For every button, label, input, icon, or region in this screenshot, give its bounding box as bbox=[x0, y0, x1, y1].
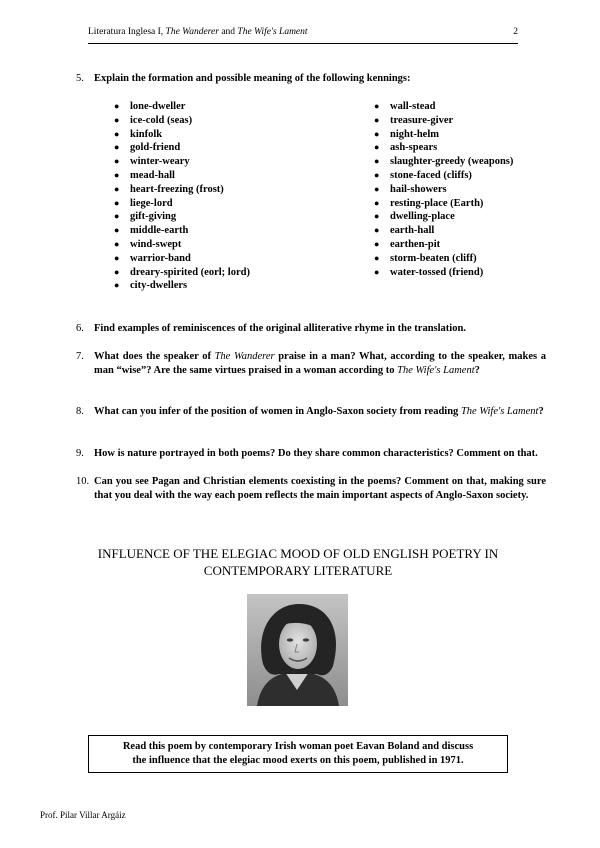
instruction-box bbox=[88, 735, 508, 773]
question-number: 7. bbox=[76, 351, 84, 362]
kenning-text: city-dwellers bbox=[130, 280, 188, 292]
header-rule bbox=[88, 43, 518, 44]
header-prefix: Literatura Inglesa I, bbox=[88, 27, 166, 37]
bullet-icon: ● bbox=[114, 280, 120, 291]
kenning-item bbox=[374, 210, 513, 224]
bullet-icon: ● bbox=[374, 156, 380, 167]
bullet-icon: ● bbox=[114, 211, 120, 222]
kenning-text: earth-hall bbox=[390, 225, 435, 237]
kenning-text: mead-hall bbox=[130, 169, 175, 181]
question-5 bbox=[76, 72, 546, 86]
kenning-item bbox=[374, 183, 513, 197]
question-10 bbox=[76, 475, 546, 502]
question-7 bbox=[76, 350, 546, 377]
kenning-item bbox=[114, 210, 250, 224]
question-text bbox=[94, 350, 546, 377]
kenning-text: winter-weary bbox=[130, 156, 190, 168]
bullet-icon: ● bbox=[374, 238, 380, 249]
bullet-icon: ● bbox=[374, 142, 380, 153]
kenning-item bbox=[374, 197, 513, 211]
question-6 bbox=[76, 322, 546, 336]
kenning-text: heart-freezing (frost) bbox=[130, 183, 224, 195]
kenning-text: liege-lord bbox=[130, 197, 173, 209]
kenning-text: earthen-pit bbox=[390, 238, 441, 250]
section-heading-line: CONTEMPORARY LITERATURE bbox=[203, 563, 393, 578]
question-text-part: ? bbox=[538, 406, 544, 417]
kenning-item bbox=[114, 183, 250, 197]
question-text-part: What does the speaker of bbox=[94, 351, 215, 362]
kenning-item bbox=[374, 224, 513, 238]
kenning-item bbox=[374, 266, 513, 280]
question-number: 5. bbox=[76, 73, 84, 84]
question-number: 8. bbox=[76, 406, 84, 417]
kenning-item bbox=[114, 252, 250, 266]
question-text: Explain the formation and possible meaning of the following kennings: bbox=[94, 73, 411, 84]
bullet-icon: ● bbox=[374, 211, 380, 222]
question-text: Find examples of reminiscences of the original alliterative rhyme in the translation. bbox=[94, 323, 466, 334]
kenning-item bbox=[114, 279, 250, 293]
kenning-item bbox=[374, 169, 513, 183]
kenning-item bbox=[374, 252, 513, 266]
kenning-item bbox=[114, 141, 250, 155]
kenning-text: gold-friend bbox=[130, 142, 181, 154]
bullet-icon: ● bbox=[374, 169, 380, 180]
bullet-icon: ● bbox=[114, 225, 120, 236]
instruction-line: Read this poem by contemporary Irish woman poet Eavan Boland and discuss bbox=[122, 741, 474, 752]
section-heading bbox=[88, 545, 508, 579]
question-8 bbox=[76, 405, 546, 419]
question-text-part: praise in a man? What, according to the speaker, makes a man “wise”? Are the same virtues praised in a woman according to bbox=[94, 351, 546, 376]
bullet-icon: ● bbox=[114, 114, 120, 125]
kenning-text: slaughter-greedy (weapons) bbox=[390, 156, 514, 168]
kenning-text: stone-faced (cliffs) bbox=[390, 169, 472, 181]
bullet-icon: ● bbox=[114, 252, 120, 263]
title-the-wifes-lament: The Wife's Lament bbox=[397, 364, 475, 376]
kenning-text: middle-earth bbox=[130, 225, 189, 237]
kenning-text: dreary-spirited (eorl; lord) bbox=[130, 266, 250, 278]
kenning-item bbox=[114, 238, 250, 252]
kenning-item bbox=[114, 155, 250, 169]
kenning-item bbox=[114, 128, 250, 142]
section-heading-line: INFLUENCE OF THE ELEGIAC MOOD OF OLD ENGLISH POETRY IN bbox=[97, 546, 499, 561]
bullet-icon: ● bbox=[114, 169, 120, 180]
bullet-icon: ● bbox=[374, 101, 380, 111]
kenning-item bbox=[374, 141, 513, 155]
bullet-icon: ● bbox=[374, 225, 380, 236]
bullet-icon: ● bbox=[114, 156, 120, 167]
kenning-text: hail-showers bbox=[390, 183, 447, 195]
title-the-wanderer: The Wanderer bbox=[214, 351, 275, 362]
kenning-item bbox=[114, 224, 250, 238]
bullet-icon: ● bbox=[374, 266, 380, 277]
question-text bbox=[94, 405, 546, 419]
bullet-icon: ● bbox=[114, 142, 120, 153]
question-number: 9. bbox=[76, 448, 84, 459]
bullet-icon: ● bbox=[374, 114, 380, 125]
kenning-item bbox=[374, 114, 513, 128]
bullet-icon: ● bbox=[114, 238, 120, 249]
kenning-item bbox=[114, 197, 250, 211]
bullet-icon: ● bbox=[114, 266, 120, 277]
kennings-list-right bbox=[374, 100, 513, 279]
question-text: Can you see Pagan and Christian elements coexisting in the poems? Comment on that, making sure that you deal with the way each poem reflects the main important aspects of Anglo-Saxon society. bbox=[94, 476, 546, 501]
question-number: 6. bbox=[76, 323, 84, 334]
instruction-line: the influence that the elegiac mood exerts on this poem, published in 1971. bbox=[132, 755, 464, 766]
title-the-wifes-lament: The Wife's Lament bbox=[460, 406, 539, 417]
running-header bbox=[88, 27, 518, 37]
kenning-text: kinfolk bbox=[130, 128, 163, 140]
portrait-illustration bbox=[247, 594, 348, 706]
bullet-icon: ● bbox=[374, 197, 380, 208]
kenning-text: gift-giving bbox=[130, 211, 177, 223]
kenning-item bbox=[114, 266, 250, 280]
bullet-icon: ● bbox=[374, 183, 380, 194]
header-title-wanderer: The Wanderer bbox=[165, 27, 219, 37]
bullet-icon: ● bbox=[114, 183, 120, 194]
kenning-text: warrior-band bbox=[130, 252, 191, 264]
author-footer: Prof. Pilar Villar Argáiz bbox=[40, 810, 126, 820]
kenning-item bbox=[114, 100, 250, 114]
bullet-icon: ● bbox=[114, 197, 120, 208]
bullet-icon: ● bbox=[374, 128, 380, 139]
question-text: How is nature portrayed in both poems? Do they share common characteristics? Comment on that. bbox=[94, 448, 538, 459]
header-title-wifes-lament: The Wife's Lament bbox=[237, 27, 308, 37]
header-and: and bbox=[218, 27, 238, 37]
kenning-text: ice-cold (seas) bbox=[130, 114, 193, 126]
kenning-text: wall-stead bbox=[390, 101, 436, 112]
poet-portrait-photo bbox=[247, 594, 348, 706]
kenning-text: wind-swept bbox=[130, 238, 182, 250]
question-text-part: ? bbox=[474, 364, 480, 376]
kenning-item bbox=[114, 114, 250, 128]
kenning-text: resting-place (Earth) bbox=[390, 197, 484, 209]
kenning-text: lone-dweller bbox=[130, 101, 186, 112]
bullet-icon: ● bbox=[114, 128, 120, 139]
question-number: 10. bbox=[76, 476, 90, 487]
kenning-text: night-helm bbox=[390, 128, 440, 140]
kenning-item bbox=[374, 128, 513, 142]
page-number: 2 bbox=[513, 27, 518, 37]
kenning-text: treasure-giver bbox=[390, 114, 454, 126]
kenning-text: water-tossed (friend) bbox=[390, 266, 484, 278]
bullet-icon: ● bbox=[114, 101, 120, 111]
question-9 bbox=[76, 447, 546, 461]
kenning-item bbox=[374, 100, 513, 114]
bullet-icon: ● bbox=[374, 252, 380, 263]
kenning-text: storm-beaten (cliff) bbox=[390, 252, 477, 264]
kenning-text: ash-spears bbox=[390, 142, 438, 154]
kenning-text: dwelling-place bbox=[390, 211, 455, 223]
kenning-item bbox=[374, 238, 513, 252]
kennings-list-left bbox=[114, 100, 250, 293]
kenning-item bbox=[114, 169, 250, 183]
question-text-part: What can you infer of the position of women in Anglo-Saxon society from reading bbox=[94, 406, 461, 417]
kenning-item bbox=[374, 155, 513, 169]
